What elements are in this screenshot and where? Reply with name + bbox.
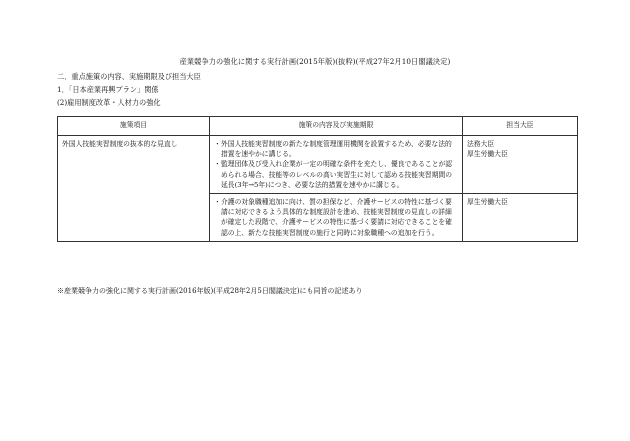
- bullet-text: 外国人技能実習制度の新たな制度管理運用機関を設置するため、必要な法的措置を速やかに講じる。: [221, 140, 452, 159]
- minister-cell: 厚生労働大臣: [463, 194, 578, 242]
- measure-item-cell: 外国人技能実習制度の抜本的な見直し: [58, 136, 210, 242]
- footnote: ※産業競争力の強化に関する実行計画(2016年版)(平成28年2月5日閣議決定)にも同旨の記述あり: [57, 287, 363, 295]
- subsubsection-heading: (2)雇用制度改革・人材力の強化: [57, 98, 161, 107]
- table-row: [58, 136, 578, 194]
- list-item: [214, 139, 458, 159]
- header-measure-item: 施策項目: [58, 117, 210, 136]
- document-title: 産業競争力の強化に関する実行計画(2015年版)(抜粋)(平成27年2月10日閣議決定): [179, 57, 451, 66]
- bullet-mark: ・: [214, 198, 221, 207]
- minister-cell: 法務大臣 厚生労働大臣: [463, 136, 578, 194]
- measure-content-cell: [210, 194, 463, 242]
- bullet-mark: ・: [214, 140, 221, 148]
- measures-table: [57, 116, 578, 242]
- bullet-text: 監理団体及び受入れ企業が一定の明確な条件を充たし、優良であることが認められる場合、技能等のレベルの高い実習生に対して認める技能実習期間の延長(3年→5年)につき、必要な法的措置を速やかに講じる。: [221, 160, 453, 189]
- list-item: [214, 159, 458, 190]
- section-heading: 二．重点施策の内容、実施期限及び担当大臣: [57, 72, 201, 81]
- header-minister: 担当大臣: [463, 117, 578, 136]
- header-measure-content: 施策の内容及び実施期限: [210, 117, 463, 136]
- measure-content-cell: [210, 136, 463, 194]
- bullet-mark: ・: [214, 160, 221, 169]
- bullet-text: 介護の対象職種追加に向け、質の担保など、介護サービスの特性に基づく要請に対応できるよう具体的な制度設計を進め、技能実習制度の見直しの詳細が確定した段階で、介護サービスの特性に基づく要請に対応できることを確認の上、新たな技能実習制度の施行と同時に対象職種への追加を行う。: [221, 198, 452, 237]
- subsection-heading: 1．「日本産業再興プラン」関係: [57, 85, 159, 94]
- table-header-row: [58, 117, 578, 136]
- list-item: [214, 197, 458, 238]
